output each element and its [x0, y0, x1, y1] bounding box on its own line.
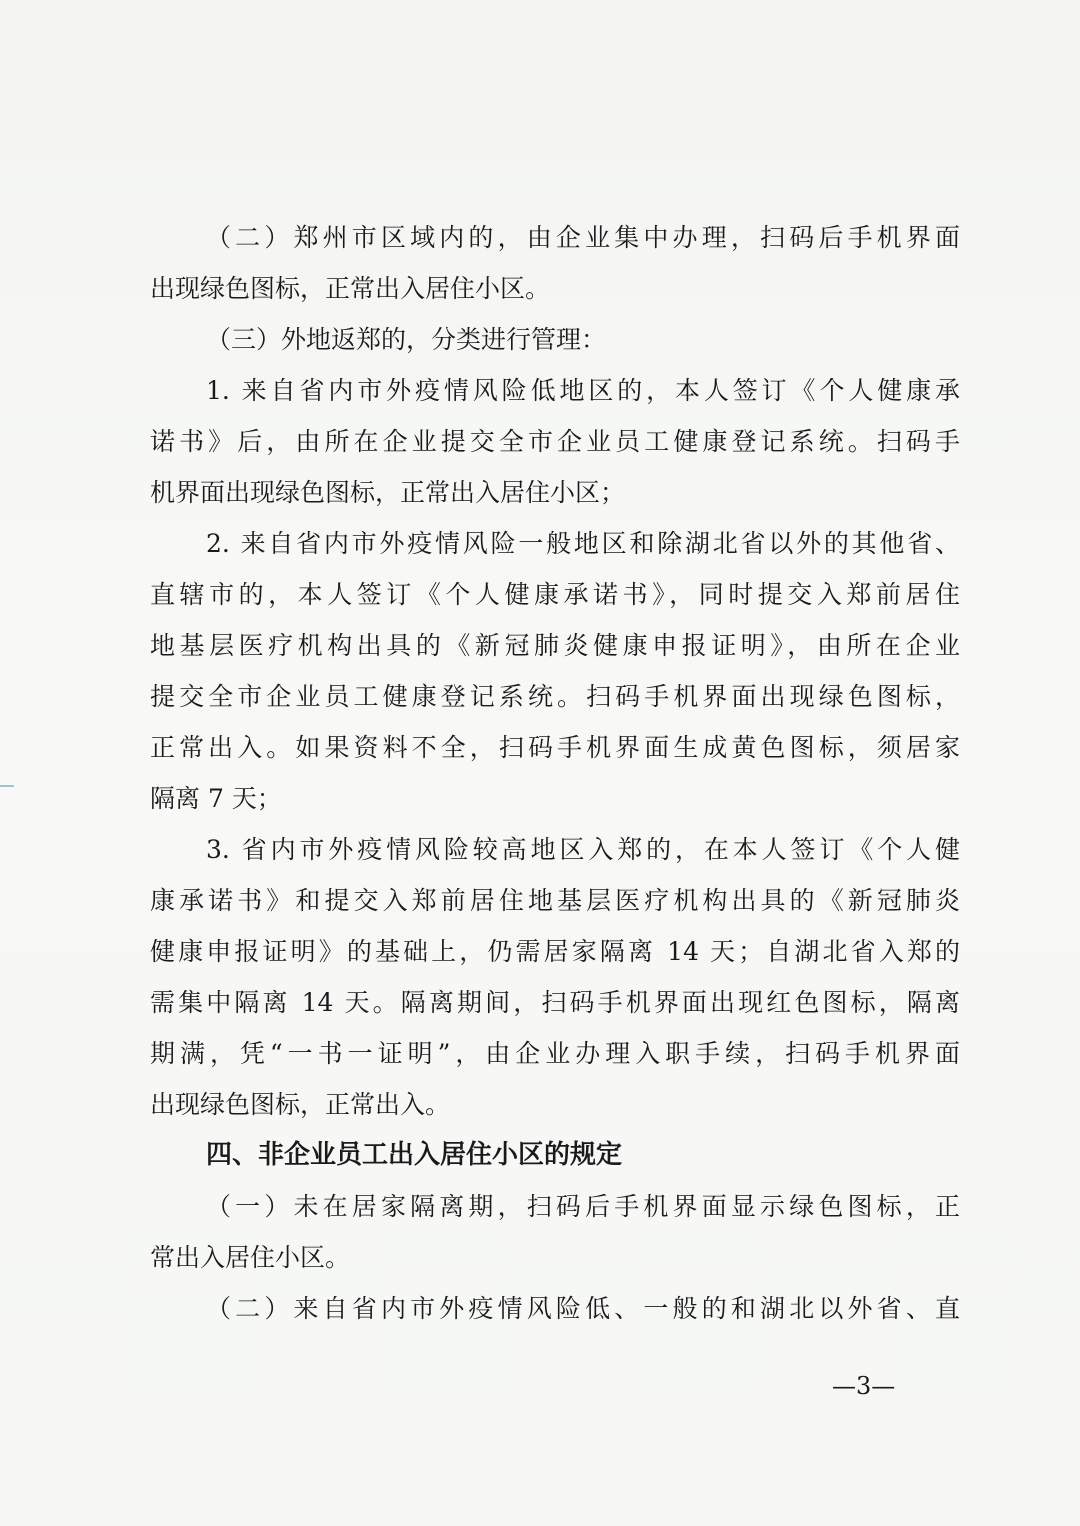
section-heading: 四、非企业员工出入居住小区的规定: [206, 1140, 623, 1170]
paragraph-line: 诺书》后，由所在企业提交全市企业员工健康登记系统。扫码手: [150, 427, 960, 456]
page-number: —3—: [832, 1372, 896, 1400]
paragraph-line: （二）郑州市区域内的，由企业集中办理，扫码后手机界面: [206, 223, 960, 252]
body-text: [150, 212, 960, 1334]
paragraph-line: 出现绿色图标，正常出入居住小区。: [150, 274, 551, 303]
paragraph-line: 隔离 7 天；: [150, 784, 282, 813]
scan-edge-mark: [0, 785, 14, 787]
paragraph-line: 常出入居住小区。: [150, 1243, 351, 1272]
paragraph-line: 出现绿色图标，正常出入。: [150, 1090, 451, 1119]
paragraph-line: 健康申报证明》的基础上，仍需居家隔离 14 天；自湖北省入郑的: [150, 937, 960, 966]
paragraph-line: 机界面出现绿色图标，正常出入居住小区；: [150, 478, 626, 507]
paragraph-line: 直辖市的，本人签订《个人健康承诺书》，同时提交入郑前居住: [150, 580, 960, 609]
paragraph-line: （三）外地返郑的，分类进行管理：: [206, 325, 607, 354]
paragraph-line: 3. 省内市外疫情风险较高地区入郑的，在本人签订《个人健: [206, 835, 960, 864]
paragraph-line: （二）来自省内市外疫情风险低、一般的和湖北以外省、直: [206, 1294, 960, 1323]
paragraph-line: 1. 来自省内市外疫情风险低地区的，本人签订《个人健康承: [206, 376, 960, 405]
paragraph-line: （一）未在居家隔离期，扫码后手机界面显示绿色图标，正: [206, 1192, 960, 1221]
paragraph-line: 期满，凭“一书一证明”，由企业办理入职手续，扫码手机界面: [150, 1039, 960, 1068]
paragraph-line: 正常出入。如果资料不全，扫码手机界面生成黄色图标，须居家: [150, 733, 960, 762]
paragraph-line: 提交全市企业员工健康登记系统。扫码手机界面出现绿色图标，: [150, 682, 960, 711]
paragraph-line: 需集中隔离 14 天。隔离期间，扫码手机界面出现红色图标，隔离: [150, 988, 960, 1017]
paragraph-line: 地基层医疗机构出具的《新冠肺炎健康申报证明》，由所在企业: [150, 631, 960, 660]
paragraph-line: 2. 来自省内市外疫情风险一般地区和除湖北省以外的其他省、: [206, 529, 960, 558]
paragraph-line: 康承诺书》和提交入郑前居住地基层医疗机构出具的《新冠肺炎: [150, 886, 960, 915]
